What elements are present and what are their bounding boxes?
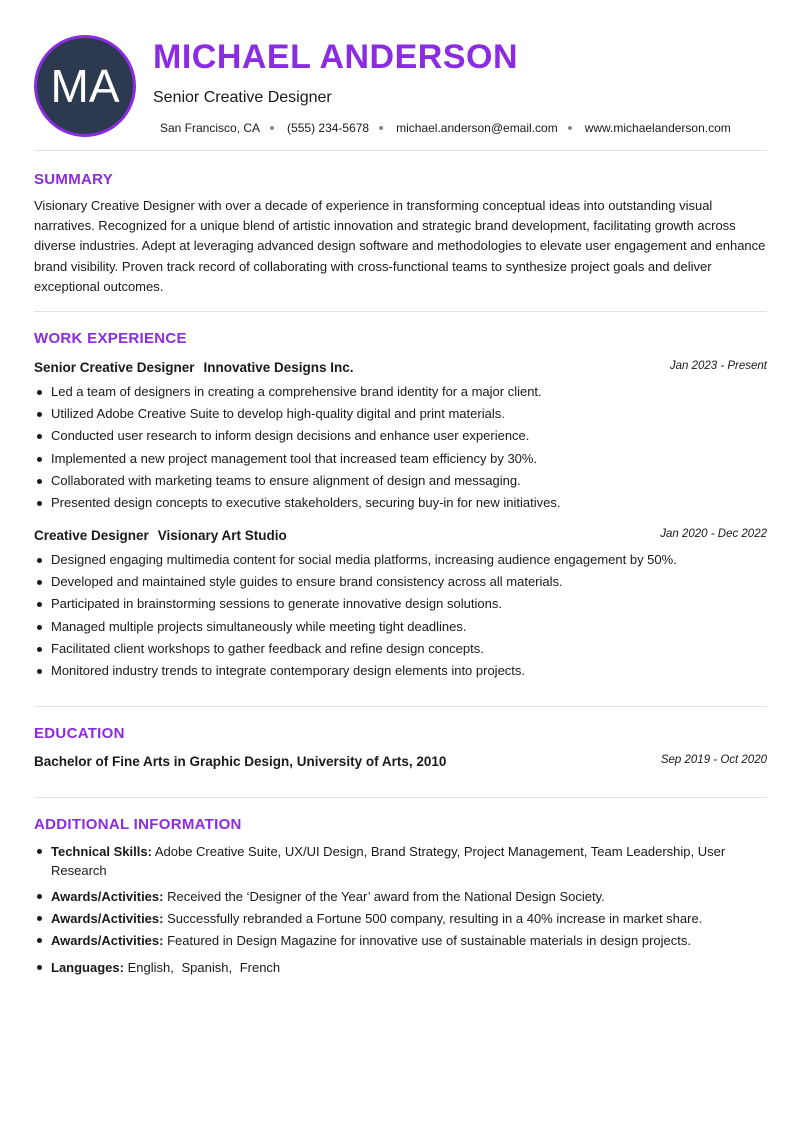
section-divider bbox=[34, 311, 767, 312]
separator-dot bbox=[270, 126, 274, 130]
job-bullets bbox=[34, 381, 767, 514]
list-item: Managed multiple projects simultaneously while meeting tight deadlines. bbox=[34, 616, 767, 638]
list-item: Utilized Adobe Creative Suite to develop high-quality digital and print materials. bbox=[34, 403, 767, 425]
item-text: Adobe Creative Suite, UX/UI Design, Brand Strategy, Project Management, Team Leadership, User Research bbox=[51, 844, 726, 878]
candidate-title: Senior Creative Designer bbox=[153, 89, 332, 106]
job-bullets bbox=[34, 549, 767, 682]
list-item: Facilitated client workshops to gather feedback and refine design concepts. bbox=[34, 638, 767, 660]
additional-list bbox=[34, 842, 767, 977]
contact-info bbox=[160, 121, 731, 135]
job-role: Senior Creative Designer bbox=[34, 360, 195, 375]
list-item bbox=[34, 958, 767, 977]
education-entry bbox=[34, 753, 767, 771]
job-dates: Jan 2020 - Dec 2022 bbox=[660, 528, 767, 540]
candidate-name: MICHAEL ANDERSON bbox=[153, 38, 519, 76]
job-company: Visionary Art Studio bbox=[157, 528, 287, 543]
job-header bbox=[34, 527, 767, 545]
education-heading: EDUCATION bbox=[34, 725, 125, 742]
section-divider bbox=[34, 150, 767, 151]
job-header bbox=[34, 359, 767, 377]
section-divider bbox=[34, 797, 767, 798]
education-degree: Bachelor of Fine Arts in Graphic Design, University of Arts, 2010 bbox=[34, 754, 447, 769]
list-item: Implemented a new project management tool that increased team efficiency by 30%. bbox=[34, 448, 767, 470]
summary-text: Visionary Creative Designer with over a decade of experience in transforming conceptual ideas into outstanding visual narratives. Recognized for a unique blend of artistic innovation and strategic brand development, facilitating growth across diverse industries. Adept at leveraging advanced design software and methodologies to elevate user engagement and enhance brand visibility. Proven track record of collaborating with cross-functional teams to synthesize project goals and deliver exceptional outcomes. bbox=[34, 198, 766, 294]
item-label: Awards/Activities: bbox=[51, 933, 164, 948]
language: English, bbox=[127, 960, 174, 975]
job-dates: Jan 2023 - Present bbox=[669, 360, 767, 372]
avatar-initials: MA bbox=[50, 60, 120, 112]
item-text: Received the ‘Designer of the Year’ award from the National Design Society. bbox=[167, 889, 605, 904]
contact-email: michael.anderson@email.com bbox=[396, 121, 558, 135]
list-item: Monitored industry trends to integrate contemporary design elements into projects. bbox=[34, 660, 767, 682]
languages-label: Languages: bbox=[51, 960, 124, 975]
list-item: Designed engaging multimedia content for social media platforms, increasing audience engagement by 50%. bbox=[34, 549, 767, 571]
list-item bbox=[34, 931, 767, 950]
item-text: Successfully rebranded a Fortune 500 company, resulting in a 40% increase in market share. bbox=[167, 911, 703, 926]
list-item bbox=[34, 842, 767, 880]
contact-phone: (555) 234-5678 bbox=[287, 121, 370, 135]
item-label: Awards/Activities: bbox=[51, 911, 164, 926]
contact-website: www.michaelanderson.com bbox=[584, 121, 731, 135]
language: Spanish, bbox=[181, 960, 233, 975]
separator-dot bbox=[568, 126, 572, 130]
job-role: Creative Designer bbox=[34, 528, 149, 543]
list-item bbox=[34, 887, 767, 906]
summary-heading: SUMMARY bbox=[34, 171, 114, 188]
additional-heading: ADDITIONAL INFORMATION bbox=[34, 816, 242, 833]
separator-dot bbox=[379, 126, 383, 130]
list-item: Collaborated with marketing teams to ensure alignment of design and messaging. bbox=[34, 470, 767, 492]
item-text: Featured in Design Magazine for innovative use of sustainable materials in design projects. bbox=[167, 933, 691, 948]
job-company: Innovative Designs Inc. bbox=[203, 360, 354, 375]
avatar bbox=[34, 35, 136, 137]
language: French bbox=[239, 960, 281, 975]
item-label: Awards/Activities: bbox=[51, 889, 164, 904]
list-item: Participated in brainstorming sessions to generate innovative design solutions. bbox=[34, 593, 767, 615]
list-item: Presented design concepts to executive stakeholders, securing buy-in for new initiatives. bbox=[34, 492, 767, 514]
list-item: Led a team of designers in creating a comprehensive brand identity for a major client. bbox=[34, 381, 767, 403]
education-dates: Sep 2019 - Oct 2020 bbox=[660, 754, 767, 766]
experience-heading: WORK EXPERIENCE bbox=[34, 330, 187, 347]
list-item: Developed and maintained style guides to ensure brand consistency across all materials. bbox=[34, 571, 767, 593]
list-item bbox=[34, 909, 767, 928]
contact-location: San Francisco, CA bbox=[160, 121, 261, 135]
section-divider bbox=[34, 706, 767, 707]
list-item: Conducted user research to inform design decisions and enhance user experience. bbox=[34, 425, 767, 447]
item-label: Technical Skills: bbox=[51, 844, 152, 859]
resume-header bbox=[0, 0, 800, 150]
